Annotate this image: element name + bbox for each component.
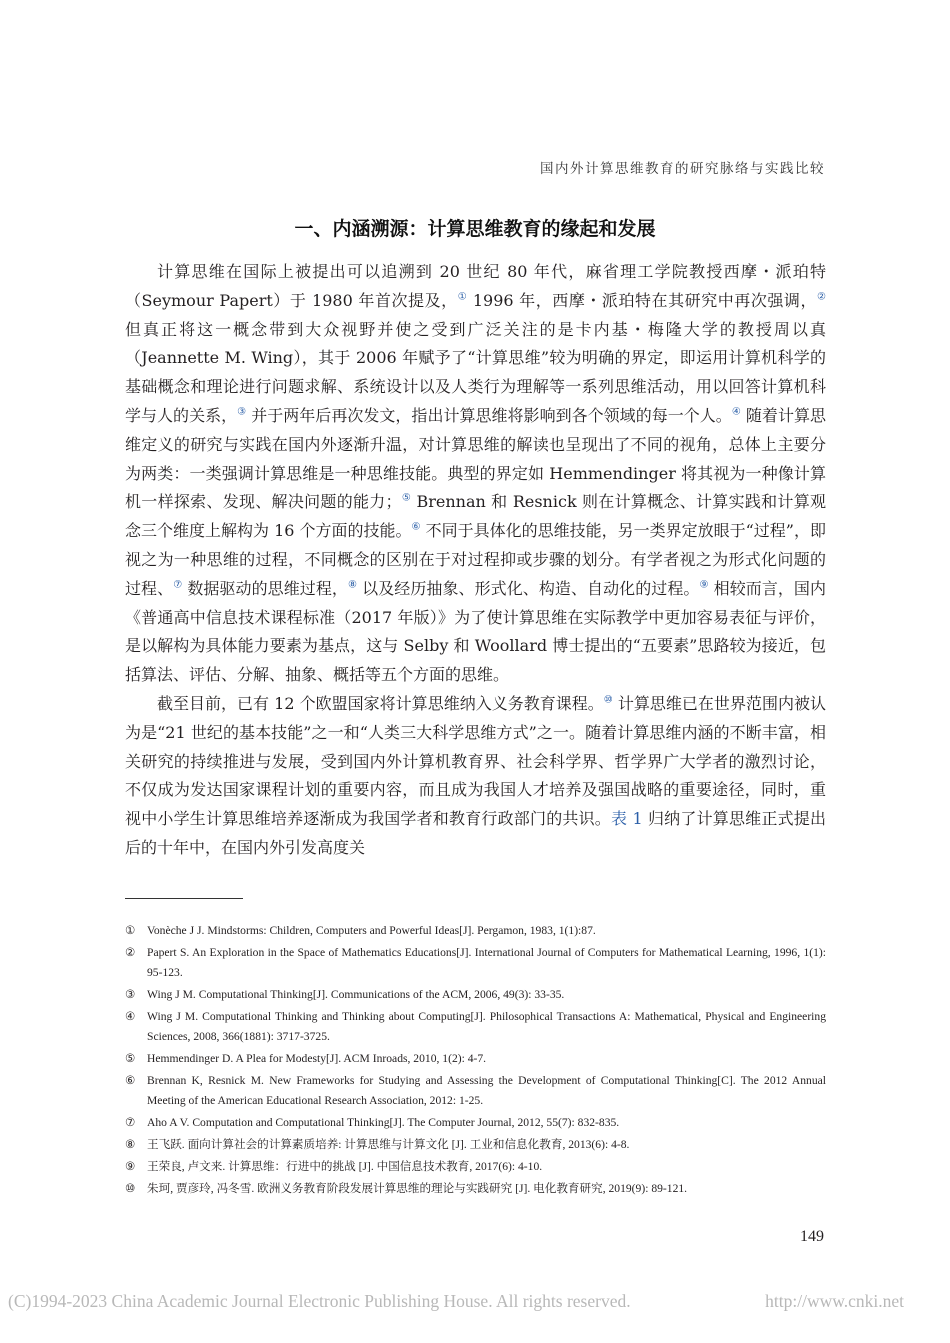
footnote-text: Aho A V. Computation and Computational Thinking[J]. The Computer Journal, 2012, 55(7): 832-835. <box>147 1116 620 1129</box>
body-text <box>125 258 826 863</box>
paragraph-2-text: 计算思维已在世界范围内被认为是“21 世纪的基本技能”之一和“人类三大科学思维方式”之一。随着计算思维内涵的不断丰富，相关研究的持续推进与发展，受到国内外计算机教育界、社会科学界、哲学界广大学者的激烈讨论，不仅成为发达国家课程计划的重要内容，而且成为我国人才培养及强国战略的重要途径，同时，重视中小学生计算思维培养逐渐成为我国学者和教育行政部门的共识。 <box>125 693 826 829</box>
footnote-ref-2[interactable]: ② <box>817 291 826 303</box>
section-title: 一、内涵溯源：计算思维教育的缘起和发展 <box>294 218 656 240</box>
paragraph-1-text: 以及经历抽象、形式化、构造、自动化的过程。 <box>357 578 700 598</box>
footnote-text: Papert S. An Exploration in the Space of Mathematics Educations[J]. International Journal of Computers for Mathematical Learning, 1996, 1(1): 95-123. <box>147 946 826 979</box>
footnote <box>125 1157 826 1177</box>
footnote-ref-9[interactable]: ⑨ <box>699 579 709 591</box>
footnote-number: ③ <box>125 988 136 1001</box>
footnote-number: ② <box>125 946 136 959</box>
paragraph-1-text: Brennan 和 Resnick 则在计算概念、计算实践和计算观念三个维度上解构为 16 个方面的技能。 <box>125 492 826 541</box>
footnote-number: ⑩ <box>125 1182 136 1195</box>
footnote-number: ⑤ <box>125 1052 136 1065</box>
paragraph-1-text: 计算思维在国际上被提出可以追溯到 20 世纪 80 年代，麻省理工学院教授西摩・派珀特（Seymour Papert）于 1980 年首次提及， <box>125 262 826 310</box>
footnote-number: ① <box>125 924 136 937</box>
paragraph-1-text: 随着计算思维定义的研究与实践在国内外逐渐升温，对计算思维的解读也呈现出了不同的视角，总体上主要分为两类：一类强调计算思维是一种思维技能。典型的界定如 Hemmendinger 将其视为一种像计算机一样探索、发现、解决问题的能力； <box>125 405 826 512</box>
footnote-text: Wing J M. Computational Thinking and Thinking about Computing[J]. Philosophical Transactions A: Mathematical, Physical and Engineering Sciences, 2008, 366(1881): 3717-3725. <box>147 1010 826 1043</box>
footnote-ref-5[interactable]: ⑤ <box>401 493 412 505</box>
footnote-number: ⑦ <box>125 1116 136 1129</box>
footnote-text: 王飞跃. 面向计算社会的计算素质培养: 计算思维与计算文化 [J]. 工业和信息化教育, 2013(6): 4-8. <box>147 1138 630 1151</box>
footnote-text: Brennan K, Resnick M. New Frameworks for Studying and Assessing the Development of Computational Thinking[C]. The 2012 Annual Meeting of the American Educational Research Association, 2012: 1-25. <box>147 1074 826 1107</box>
footnote <box>125 1179 826 1199</box>
footnote-number: ⑧ <box>125 1138 136 1151</box>
paragraph-1-text: 数据驱动的思维过程， <box>182 578 348 598</box>
footnote <box>125 943 826 983</box>
paragraph-2 <box>125 690 826 863</box>
footnotes <box>125 921 826 1201</box>
running-header: 国内外计算思维教育的研究脉络与实践比较 <box>540 161 825 177</box>
footnote-ref-10[interactable]: ⑩ <box>603 694 613 706</box>
cnki-url[interactable]: http://www.cnki.net <box>765 1291 904 1311</box>
footnote-ref-3[interactable]: ③ <box>237 406 247 418</box>
footnote-ref-4[interactable]: ④ <box>731 406 741 418</box>
footnote <box>125 985 826 1005</box>
footnote <box>125 1135 826 1155</box>
paragraph-1-text: 1996 年，西摩・派珀特在其研究中再次强调， <box>467 290 818 310</box>
paragraph-1-text: 相较而言，国内《普通高中信息技术课程标准（2017 年版）》为了使计算思维在实际教学中更加容易表征与评价，是以解构为具体能力要素为基点，这与 Selby 和 Woollard 博士提出的“五要素”思路较为接近，包括算法、评估、分解、抽象、概括等五个方面的思维。 <box>125 578 826 685</box>
footnote-ref-7[interactable]: ⑦ <box>173 579 183 591</box>
paragraph-1 <box>125 258 826 690</box>
footnote-number: ④ <box>125 1010 136 1023</box>
footnote-number: ⑨ <box>125 1160 136 1173</box>
paragraph-1-text: 但真正将这一概念带到大众视野并使之受到广泛关注的是卡内基・梅隆大学的教授周以真（Jeannette M. Wing），其于 2006 年赋予了“计算思维”较为明确的界定，即运用计算机科学的基础概念和理论进行问题求解、系统设计以及人类行为理解等一系列思维活动，用以回答计算机科学与人的关系， <box>125 319 826 425</box>
copyright-text: (C)1994-2023 China Academic Journal Electronic Publishing House. All rights reserved. <box>8 1291 631 1311</box>
footnote-ref-8[interactable]: ⑧ <box>347 579 358 591</box>
footnote-number: ⑥ <box>125 1074 136 1087</box>
footnote <box>125 1049 826 1069</box>
paragraph-1-text: 并于两年后再次发文，指出计算思维将影响到各个领域的每一个人。 <box>246 405 732 425</box>
paragraph-2-text: 截至目前，已有 12 个欧盟国家将计算思维纳入义务教育课程。 <box>157 693 604 713</box>
footnote <box>125 1071 826 1111</box>
paragraph-1-text: 不同于具体化的思维技能，另一类界定放眼于“过程”，即视之为一种思维的过程，不同概念的区别在于对过程抑或步骤的划分。有学者视之为形式化问题的过程、 <box>125 521 826 598</box>
footnote <box>125 1007 826 1047</box>
footnote <box>125 1113 826 1133</box>
footnote-ref-1[interactable]: ① <box>457 291 468 303</box>
table-1-link[interactable]: 表 1 <box>611 809 643 829</box>
footnote-text: 王荣良, 卢文来. 计算思维：行进中的挑战 [J]. 中国信息技术教育, 2017(6): 4-10. <box>147 1160 543 1173</box>
footnote-text: Vonèche J J. Mindstorms: Children, Computers and Powerful Ideas[J]. Pergamon, 1983, 1(1):87. <box>147 924 596 937</box>
footnote-ref-6[interactable]: ⑥ <box>411 521 421 533</box>
footnote-text: 朱珂, 贾彦玲, 冯冬雪. 欧洲义务教育阶段发展计算思维的理论与实践研究 [J]. 电化教育研究, 2019(9): 89-121. <box>147 1182 688 1195</box>
footnote-text: Wing J M. Computational Thinking[J]. Communications of the ACM, 2006, 49(3): 33-35. <box>147 988 565 1001</box>
footnote-text: Hemmendinger D. A Plea for Modesty[J]. ACM Inroads, 2010, 1(2): 4-7. <box>147 1052 487 1065</box>
page-number: 149 <box>800 1228 824 1245</box>
footnote-divider <box>125 898 243 899</box>
footnote <box>125 921 826 941</box>
copyright-watermark <box>8 1291 942 1312</box>
paragraph-2-text: 归纳了计算思维正式提出后的十年中，在国内外引发高度关 <box>125 809 826 857</box>
